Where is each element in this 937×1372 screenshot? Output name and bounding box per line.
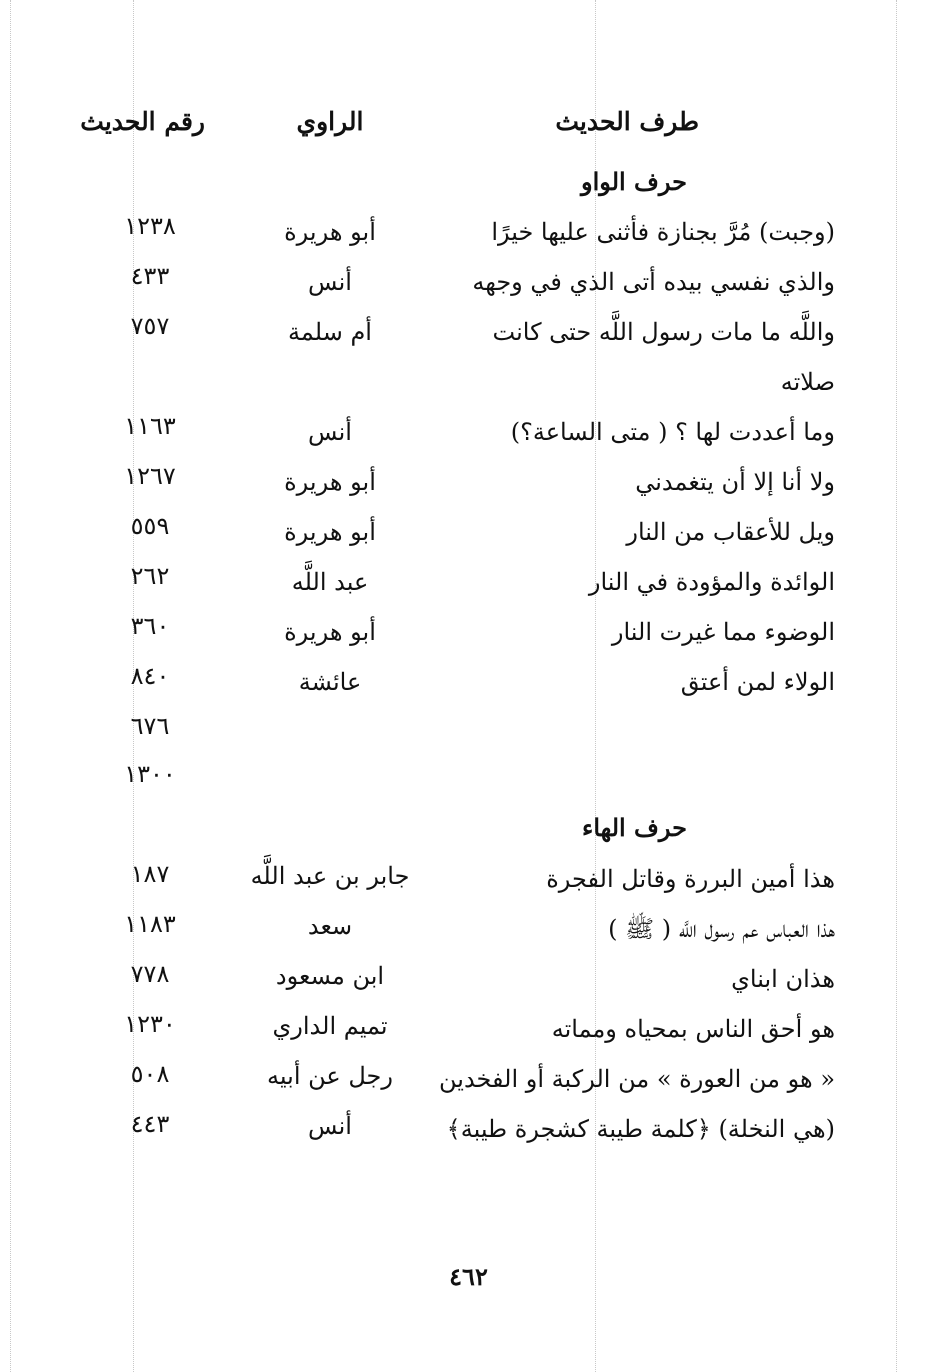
hadith-number: ٥٥٩ (130, 512, 170, 540)
scan-line (10, 0, 11, 1372)
hadith-number: ١٢٣٨ (124, 212, 176, 240)
hadith-narrator: جابر بن عبد اللَّه (250, 862, 410, 890)
hadith-text: هذان ابناي (731, 965, 835, 993)
hadith-narrator: أنس (308, 1112, 352, 1140)
hadith-narrator: أبو هريرة (284, 618, 376, 646)
hadith-narrator: أم سلمة (288, 318, 372, 346)
scan-line (595, 0, 596, 1372)
hadith-number: ٢٦٢ (130, 562, 170, 590)
hadith-number: ٧٥٧ (130, 312, 170, 340)
hadith-text: الولاء لمن أعتق (680, 668, 835, 696)
hadith-text: ولا أنا إلا أن يتغمدني (635, 468, 835, 496)
scan-line (896, 0, 897, 1372)
hadith-number: ٤٤٣ (130, 1110, 170, 1138)
hadith-text-continuation: صلاته (780, 368, 835, 396)
hadith-narrator: رجل عن أبيه (267, 1062, 393, 1090)
hadith-narrator: عبد اللَّه (291, 568, 369, 596)
header-hadith-number: رقم الحديث (80, 107, 205, 136)
hadith-narrator: أنس (308, 418, 352, 446)
hadith-text: واللَّه ما مات رسول اللَّه حتى كانت (492, 318, 835, 346)
hadith-narrator: أبو هريرة (284, 518, 376, 546)
hadith-narrator: ابن مسعود (275, 962, 385, 990)
hadith-number: ١٢٣٠ (124, 1010, 176, 1038)
hadith-narrator: أنس (308, 268, 352, 296)
hadith-number: ١٣٠٠ (124, 760, 176, 788)
hadith-text: (وجبت) مُرَّ بجنازة فأثنى عليها خيرًا (491, 218, 835, 246)
hadith-narrator: عائشة (298, 668, 362, 696)
hadith-narrator: أبو هريرة (284, 218, 376, 246)
hadith-number: ٥٠٨ (130, 1060, 170, 1088)
hadith-text: والذي نفسي بيده أتى الذي في وجهه (472, 268, 835, 296)
hadith-narrator: تميم الداري (272, 1012, 388, 1040)
hadith-text: وما أعددت لها ؟ ( متى الساعة؟) (510, 418, 835, 446)
hadith-text: هذا أمين البررة وقاتل الفجرة (546, 865, 835, 893)
hadith-text: (هي النخلة) ﴿كلمة طيبة كشجرة طيبة﴾ (446, 1115, 835, 1143)
hadith-text: ويل للأعقاب من النار (626, 518, 835, 546)
hadith-text: « هو من العورة » من الركبة أو الفخدين (439, 1065, 835, 1093)
section-title-ha: حرف الهاء (582, 813, 687, 842)
hadith-number: ٧٧٨ (130, 960, 170, 988)
header-narrator: الراوي (296, 107, 364, 136)
section-title-waw: حرف الواو (581, 167, 687, 196)
hadith-number: ٨٤٠ (130, 662, 170, 690)
hadith-number: ١٨٧ (130, 860, 170, 888)
hadith-number: ١١٨٣ (124, 910, 176, 938)
page-number: ٤٦٢ (449, 1262, 488, 1291)
hadith-narrator: أبو هريرة (284, 468, 376, 496)
hadith-text: الوضوء مما غيرت النار (611, 618, 835, 646)
hadith-number: ١٢٦٧ (124, 462, 176, 490)
hadith-number: ٦٧٦ (130, 712, 170, 740)
header-hadith-text: طرف الحديث (555, 107, 699, 136)
hadith-text: هذا العباس عم رسول اللَّه ( ﷺ ) (608, 915, 835, 943)
hadith-narrator: سعد (307, 912, 353, 940)
hadith-number: ٤٣٣ (130, 262, 170, 290)
hadith-text: الوائدة والمؤودة في النار (588, 568, 835, 596)
hadith-number: ٣٦٠ (130, 612, 170, 640)
hadith-number: ١١٦٣ (124, 412, 176, 440)
hadith-text: هو أحق الناس بمحياه ومماته (551, 1015, 835, 1043)
